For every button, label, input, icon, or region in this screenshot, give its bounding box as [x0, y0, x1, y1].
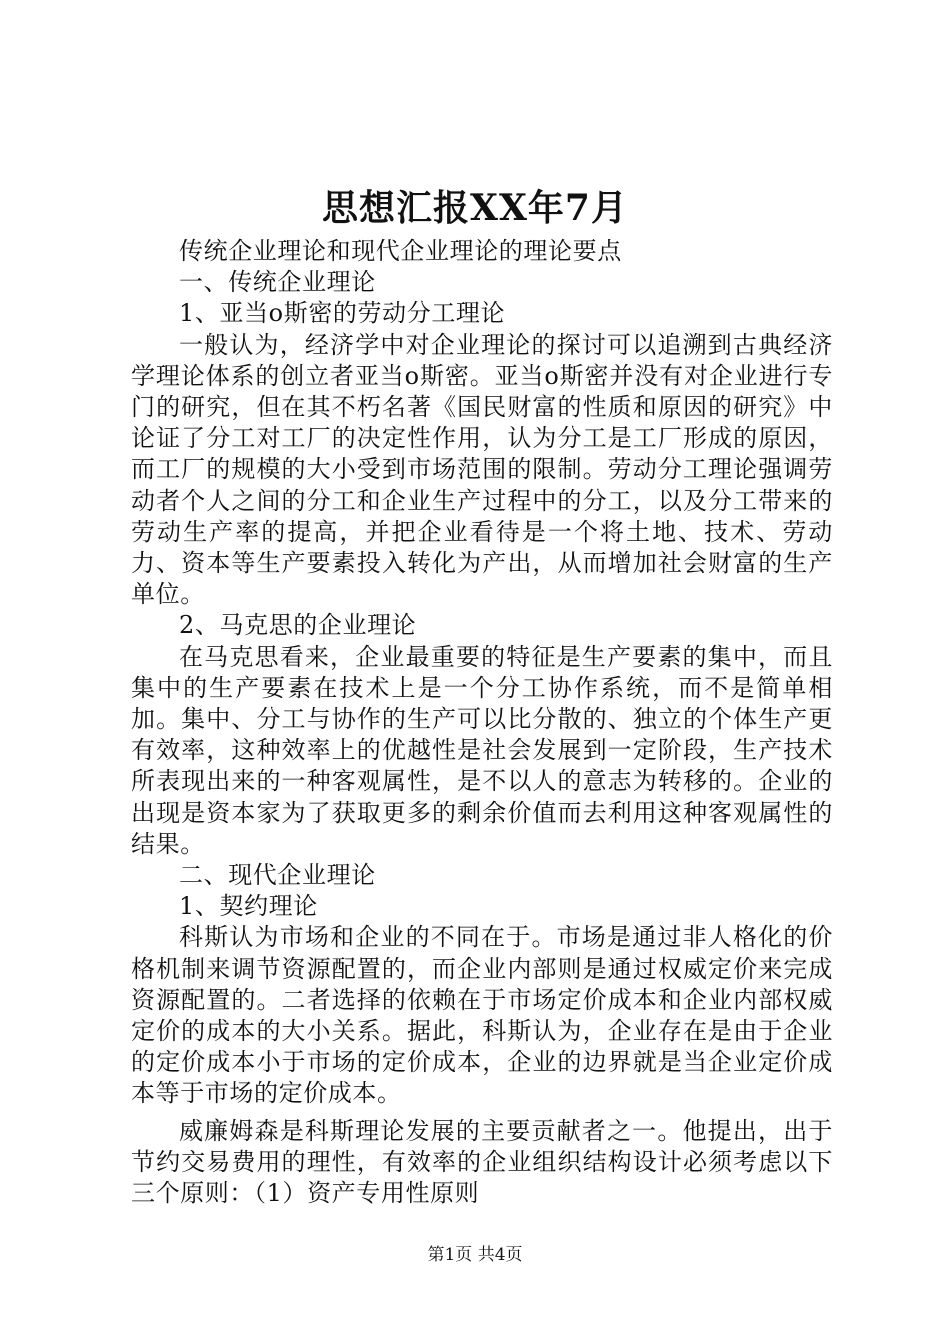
body-paragraph-williamson: 威廉姆森是科斯理论发展的主要贡献者之一。他提出，出于节约交易费用的理性，有效率的企业组织结构设计必须考虑以下三个原则：（1）资产专用性原则 — [131, 1116, 833, 1208]
document-body — [131, 236, 833, 1209]
document-title: 思想汇报XX年7月 — [322, 187, 628, 229]
subtitle-paragraph: 传统企业理论和现代企业理论的理论要点 — [179, 237, 622, 265]
section-heading-modern: 二、现代企业理论 — [179, 861, 376, 890]
subsection-heading-contract: 1、契约理论 — [179, 892, 318, 921]
section-heading-traditional: 一、传统企业理论 — [179, 268, 376, 297]
body-paragraph-marx: 在马克思看来，企业最重要的特征是生产要素的集中，而且集中的生产要素在技术上是一个分工协作系统，而不是简单相加。集中、分工与协作的生产可以比分散的、独立的个体生产更有效率，这种效率上的优越性是社会发展到一定阶段，生产技术所表现出来的一种客观属性，是不以人的意志为转移的。企业的出现是资本家为了获取更多的剩余价值而去利用这种客观属性的结果。 — [131, 642, 833, 858]
subsection-heading-marx: 2、马克思的企业理论 — [179, 611, 417, 640]
body-paragraph-smith: 一般认为，经济学中对企业理论的探讨可以追溯到古典经济学理论体系的创立者亚当o斯密。亚当o斯密并没有对企业进行专门的研究，但在其不朽名著《国民财富的性质和原因的研究》中论证了分工对工厂的决定性作用，认为分工是工厂形成的原因，而工厂的规模的大小受到市场范围的限制。劳动分工理论强调劳动者个人之间的分工和企业生产过程中的分工，以及分工带来的劳动生产率的提高，并把企业看待是一个将土地、技术、劳动力、资本等生产要素投入转化为产出，从而增加社会财富的生产单位。 — [131, 330, 833, 609]
page-footer: 第1页 共4页 — [427, 1245, 523, 1265]
subsection-heading-smith: 1、亚当o斯密的劳动分工理论 — [179, 299, 506, 328]
body-paragraph-coase: 科斯认为市场和企业的不同在于。市场是通过非人格化的价格机制来调节资源配置的，而企业内部则是通过权威定价来完成资源配置的。二者选择的依赖在于市场定价成本和企业内部权威定价的成本的大小关系。据此，科斯认为，企业存在是由于企业的定价成本小于市场的定价成本，企业的边界就是当企业定价成本等于市场的定价成本。 — [131, 923, 833, 1108]
